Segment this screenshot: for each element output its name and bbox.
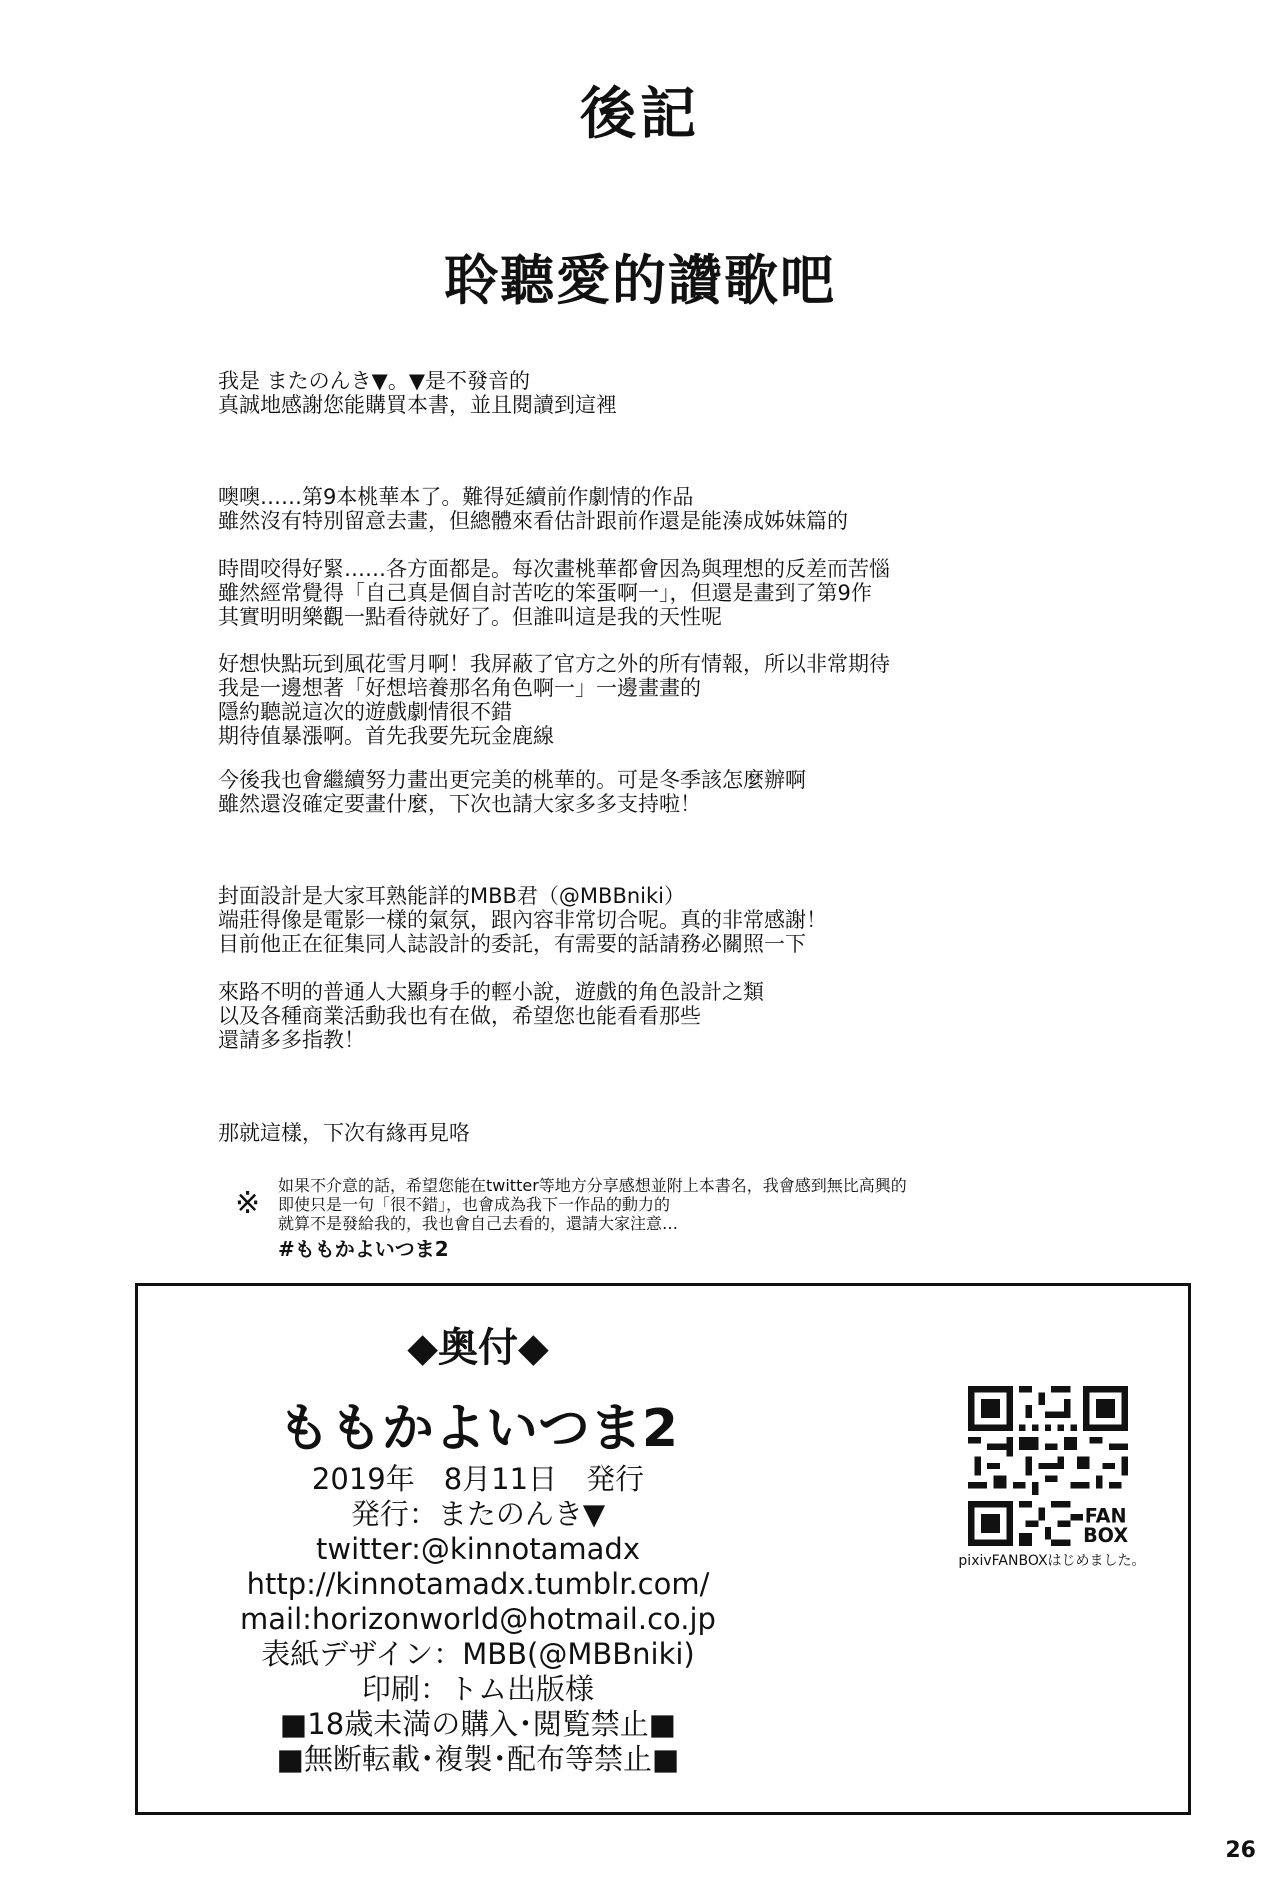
page-title: 後記: [580, 81, 700, 147]
cover-design-credit: 表紙デザイン：MBB(@MBBniki): [261, 1637, 695, 1671]
text-line: 還請多多指教！: [218, 1028, 365, 1052]
text-line: 那就這樣，下次有緣再見咯: [218, 1121, 470, 1145]
text-line: 真誠地感謝您能購買本書，並且閱讀到這裡: [218, 393, 617, 417]
paragraph-game: [218, 652, 1118, 748]
qr-badge-line: BOX: [1083, 1524, 1128, 1546]
text-line: 今後我也會繼續努力畫出更完美的桃華的。可是冬季該怎麼辦啊: [218, 768, 806, 792]
paragraph-ninth-book: [218, 485, 1118, 533]
text-line: 我是 またのんき▼。▼是不發音的: [218, 369, 530, 393]
paragraph-cover-design: [218, 884, 1118, 956]
text-line: 其實明明樂觀一點看待就好了。但誰叫這是我的天性呢: [218, 605, 722, 629]
qr-caption: pixivFANBOXはじめました。: [958, 1553, 1146, 1569]
text-line: 目前他正在征集同人誌設計的委託，有需要的話請務必關照一下: [218, 932, 806, 956]
hashtag: #ももかよいつま2: [278, 1237, 449, 1261]
footnote: [278, 1176, 907, 1233]
text-line: 來路不明的普通人大顯身手的輕小說，遊戲的角色設計之類: [218, 980, 764, 1004]
text-line: 以及各種商業活動我也有在做，希望您也能看看那些: [218, 1004, 701, 1028]
printer-credit: 印刷：トム出版様: [361, 1672, 594, 1706]
publish-date: 2019年 8月11日 発行: [311, 1462, 645, 1496]
text-line: 封面設計是大家耳熟能詳的MBB君（@MBBniki）: [218, 884, 686, 908]
reference-mark: ※: [235, 1186, 261, 1221]
text-line: 時間咬得好緊……各方面都是。每次畫桃華都會因為與理想的反差而苦惱: [218, 557, 890, 581]
text-line: 期待值暴漲啊。首先我要先玩金鹿線: [218, 724, 554, 748]
afterword-subtitle: 聆聽愛的讚歌吧: [444, 248, 836, 312]
publisher: 発行：またのんき▼: [350, 1497, 606, 1531]
footnote-line: 就算不是發給我的，我也會自己去看的，還請大家注意…: [278, 1214, 679, 1233]
footnote-line: 即使只是一句「很不錯」，也會成為我下一作品的動力的: [278, 1195, 671, 1214]
qr-code-icon: [968, 1386, 1128, 1546]
footnote-line: 如果不介意的話，希望您能在twitter等地方分享感想並附上本書名，我會感到無比高興的: [278, 1176, 907, 1195]
book-title: ももかよいつま2: [277, 1399, 679, 1459]
paragraph-other-work: [218, 980, 1118, 1052]
website-url: http://kinnotamadx.tumblr.com/: [246, 1567, 710, 1601]
text-line: 噢噢……第9本桃華本了。難得延續前作劇情的作品: [218, 485, 694, 509]
colophon-box: [135, 1283, 1191, 1815]
text-line: 隱約聽説這次的遊戲劇情很不錯: [218, 700, 512, 724]
qr-badge-line: FAN: [1084, 1504, 1127, 1528]
email-address: mail:horizonworld@hotmail.co.jp: [240, 1602, 716, 1636]
text-line: 雖然還沒確定要畫什麼，下次也請大家多多支持啦！: [218, 792, 701, 816]
copyright-notice: ■無断転載･複製･配布等禁止■: [276, 1742, 680, 1776]
page-number: 26: [1225, 1838, 1256, 1863]
paragraph-intro: [218, 369, 1118, 417]
twitter-handle: twitter:@kinnotamadx: [316, 1532, 640, 1566]
text-line: 雖然沒有特別留意去畫，但總體來看估計跟前作還是能湊成姊妹篇的: [218, 509, 848, 533]
text-line: 端莊得像是電影一樣的氣氛，跟內容非常切合呢。真的非常感謝！: [218, 908, 827, 932]
colophon-details: [138, 1462, 818, 1777]
text-line: 我是一邊想著「好想培養那名角色啊一」一邊畫畫的: [218, 676, 701, 700]
text-line: 好想快點玩到風花雪月啊！我屏蔽了官方之外的所有情報，所以非常期待: [218, 652, 890, 676]
text-line: 雖然經常覺得「自己真是個自討苦吃的笨蛋啊一」，但還是畫到了第9作: [218, 581, 872, 605]
colophon-heading: ◆奥付◆: [407, 1325, 549, 1371]
age-restriction: ■18歳未満の購入･閲覧禁止■: [279, 1707, 677, 1741]
paragraph-time: [218, 557, 1118, 629]
paragraph-future: [218, 768, 1118, 816]
paragraph-farewell: [218, 1121, 1118, 1145]
